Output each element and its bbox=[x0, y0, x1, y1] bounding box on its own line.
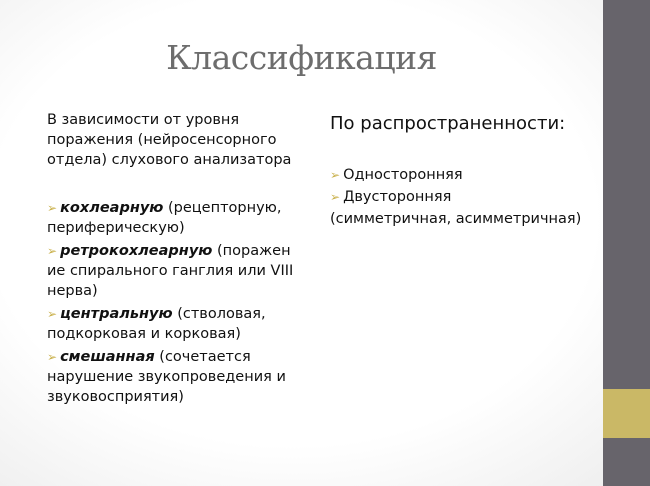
note-text: (симметричная, асимметричная) bbox=[330, 211, 582, 227]
left-column bbox=[47, 110, 307, 410]
arrow-bullet-icon: ➢ bbox=[47, 201, 58, 215]
list-item: ➢ Двусторонняя bbox=[330, 189, 452, 205]
list-item: ➢ ретрокохлеарную (поражен ие спирального ганглия или VIII нерва) bbox=[47, 243, 294, 299]
list-item: ➢ Односторонняя bbox=[330, 167, 463, 183]
arrow-bullet-icon: ➢ bbox=[47, 307, 58, 321]
arrow-bullet-icon: ➢ bbox=[47, 244, 58, 258]
list-item: ➢ кохлеарную (рецепторную, периферическую) bbox=[47, 200, 282, 236]
right-column bbox=[330, 113, 600, 230]
arrow-bullet-icon: ➢ bbox=[47, 350, 58, 364]
right-heading: По распространенности: bbox=[330, 113, 566, 134]
arrow-bullet-icon: ➢ bbox=[330, 190, 341, 204]
accent-bar bbox=[603, 389, 650, 438]
arrow-bullet-icon: ➢ bbox=[330, 168, 341, 182]
list-item: ➢ центральную (стволовая, подкорковая и корковая) bbox=[47, 306, 266, 342]
list-item: ➢ смешанная (сочетается нарушение звукопроведения и звуковосприятия) bbox=[47, 349, 286, 405]
slide-title: Классификация bbox=[166, 38, 437, 77]
intro-text: В зависимости от уровня поражения (нейросенсорного отдела) слухового анализатора bbox=[47, 112, 292, 168]
